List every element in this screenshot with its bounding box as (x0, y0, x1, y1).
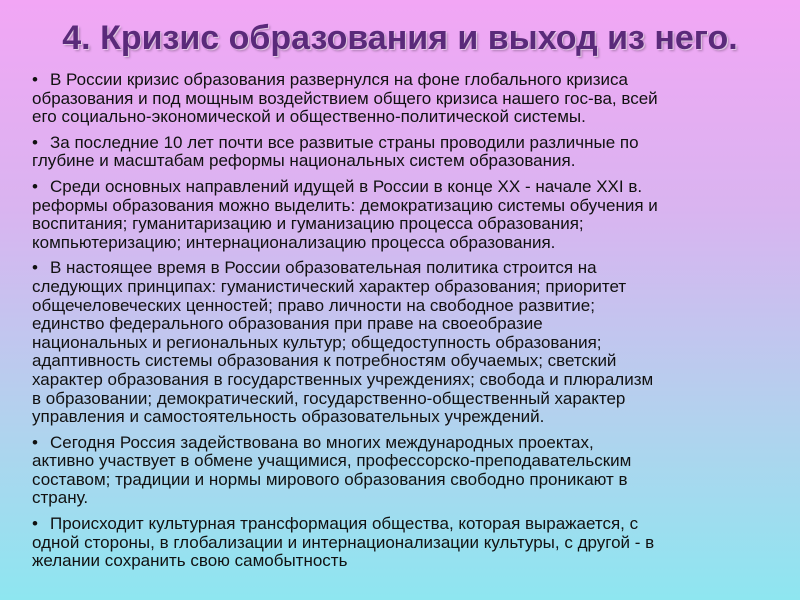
paragraph-3-line-1: Среди основных направлений идущей в России в конце XX - начале XXI в. (50, 176, 643, 196)
paragraph-5-line-3: составом; традиции и нормы мирового образования свободно проникают в (32, 469, 628, 489)
paragraph-4-line-4: единство федерального образования при праве на своеобразие (32, 314, 543, 334)
bullet-marker: • (32, 258, 38, 278)
paragraph-2-line-2: глубине и масштабам реформы национальных систем образования. (32, 151, 576, 171)
bullet-marker: • (32, 176, 38, 196)
paragraph-4-line-5: национальных и региональных культур; общедоступность образования; (32, 332, 602, 352)
bullet-paragraph-5 (32, 434, 780, 508)
bullet-paragraph-6 (32, 515, 780, 571)
paragraph-1-line-1: В России кризис образования развернулся на фоне глобального кризиса (50, 70, 628, 89)
bullet-paragraph-2 (32, 134, 780, 171)
paragraph-5-line-1: Сегодня Россия задействована во многих международных проектах, (50, 432, 594, 452)
paragraph-4-line-9: управления и самостоятельность образовательных учреждений. (32, 407, 545, 427)
bullet-marker: • (32, 132, 38, 152)
slide-title: 4. Кризис образования и выход из него. (62, 19, 738, 57)
bullet-paragraph-1 (32, 71, 780, 127)
bullet-marker: • (32, 514, 38, 534)
paragraph-2-line-1: За последние 10 лет почти все развитые страны проводили различные по (50, 132, 639, 152)
bullet-paragraph-4 (32, 259, 780, 426)
paragraph-3-line-3: воспитания; гуманитаризацию и гуманизацию процесса образования; (32, 214, 584, 234)
paragraph-5-line-4: страну. (32, 488, 89, 508)
paragraph-4-line-8: в образовании; демократический, государственно-общественный характер (32, 388, 626, 408)
paragraph-4-line-6: адаптивность системы образования к потребностям обучаемых; светский (32, 351, 617, 371)
paragraph-4-line-1: В настоящее время в России образовательная политика строится на (50, 258, 597, 278)
paragraph-3-line-4: компьютеризацию; интернационализацию процесса образования. (32, 232, 556, 252)
bullet-marker: • (32, 432, 38, 452)
paragraph-1-line-3: его социально-экономической и общественно-политической системы. (32, 107, 586, 127)
paragraph-6-line-3: желании сохранить свою самобытность (32, 551, 348, 571)
bullet-marker: • (32, 70, 38, 89)
paragraph-4-line-2: следующих принципах: гуманистический характер образования; приоритет (32, 276, 627, 296)
paragraph-3-line-2: реформы образования можно выделить: демократизацию системы обучения и (32, 195, 658, 215)
paragraph-4-line-7: характер образования в государственных учреждениях; свобода и плюрализм (32, 369, 654, 389)
paragraph-4-line-3: общечеловеческих ценностей; право личности на свободное развитие; (32, 295, 595, 315)
slide-content (32, 71, 780, 578)
paragraph-6-line-2: одной стороны, в глобализации и интернационализации культуры, с другой - в (32, 532, 655, 552)
paragraph-5-line-2: активно участвует в обмене учащимися, профессорско-преподавательским (32, 451, 632, 471)
bullet-paragraph-3 (32, 178, 780, 252)
paragraph-1-line-2: образования и под мощным воздействием общего кризиса нашего гос-ва, всей (32, 88, 658, 108)
paragraph-6-line-1: Происходит культурная трансформация общества, которая выражается, с (50, 514, 639, 534)
